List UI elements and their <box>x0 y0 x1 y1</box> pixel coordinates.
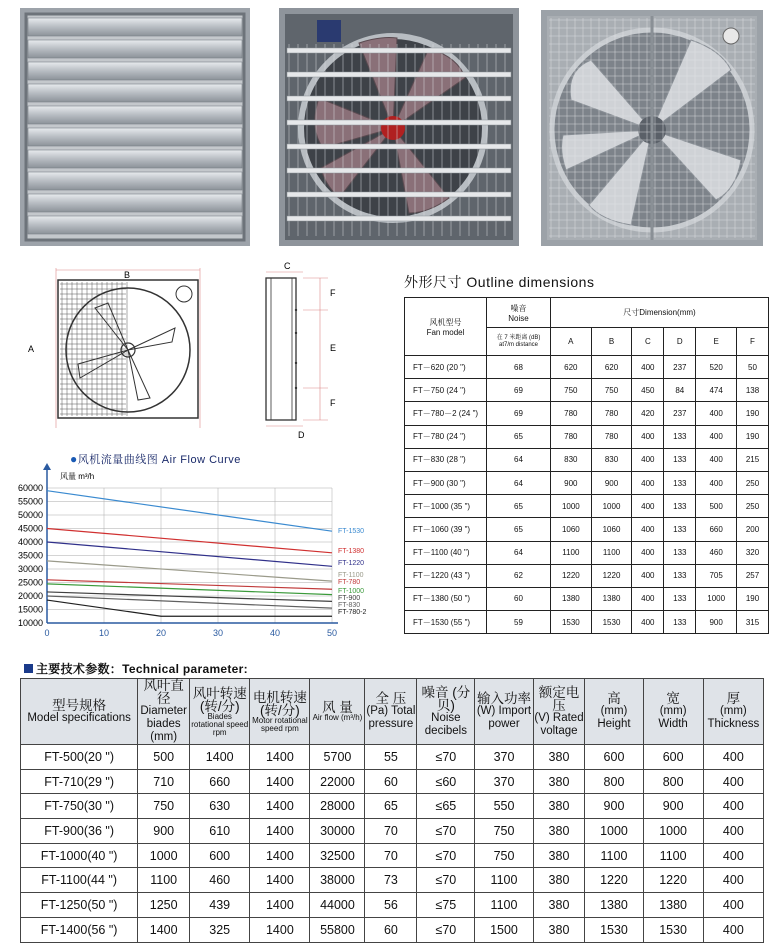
outline-header-noise: 噪音 Noise <box>487 298 551 328</box>
tech-cell: 380 <box>533 893 585 918</box>
tech-cell: ≤70 <box>417 819 475 844</box>
tech-cell: 1250 <box>138 893 190 918</box>
outline-header-noise-sub: 在 7 米距离 (dB) at7/m distance <box>487 328 551 356</box>
tech-cell: 1000 <box>585 819 643 844</box>
outline-cell-noise: 65 <box>487 425 551 448</box>
chart-series-label: FT-1000 <box>338 588 365 595</box>
outline-cell-dim-b: 1530 <box>591 611 632 634</box>
tech-header-col-8: 额定电压 (V) Rated voltage <box>533 679 585 745</box>
tech-cell: 60 <box>365 769 417 794</box>
square-bullet-icon <box>24 664 33 673</box>
tech-cell: 550 <box>475 794 533 819</box>
tech-cell: 28000 <box>310 794 365 819</box>
dim-label-b: B <box>124 270 131 280</box>
air-flow-chart-title: ●风机流量曲线图 Air Flow Curve <box>70 452 241 466</box>
outline-cell-model: FT－830 (28 ") <box>405 448 487 471</box>
chart-y-tick-label: 25000 <box>17 577 43 588</box>
tech-cell: 1100 <box>138 868 190 893</box>
chart-y-tick-label: 35000 <box>17 550 43 561</box>
outline-cell-dim-d: 133 <box>664 611 696 634</box>
outline-cell-dim-e: 900 <box>696 611 737 634</box>
outline-cell-dim-c: 400 <box>632 448 664 471</box>
air-flow-chart <box>0 462 395 652</box>
tech-cell: 400 <box>703 917 763 942</box>
dim-label-f-top: F <box>330 288 336 298</box>
tech-cell: 400 <box>703 868 763 893</box>
outline-cell-dim-c: 400 <box>632 518 664 541</box>
outline-cell-dim-e: 474 <box>696 379 737 402</box>
tech-parameter-table <box>20 678 764 943</box>
tech-cell-model: FT-1400(56 ") <box>21 917 138 942</box>
chart-x-tick-label: 30 <box>212 628 224 638</box>
outline-cell-dim-a: 1000 <box>551 495 592 518</box>
outline-cell-dim-c: 400 <box>632 541 664 564</box>
outline-col-f: F <box>736 328 768 356</box>
outline-cell-dim-c: 400 <box>632 495 664 518</box>
outline-cell-model: FT－1530 (55 ") <box>405 611 487 634</box>
outline-cell-noise: 69 <box>487 379 551 402</box>
tech-cell: 73 <box>365 868 417 893</box>
tech-cell: 400 <box>703 794 763 819</box>
tech-cell: 900 <box>643 794 703 819</box>
outline-row <box>405 495 769 518</box>
outline-cell-dim-c: 400 <box>632 471 664 494</box>
outline-cell-model: FT－1100 (40 ") <box>405 541 487 564</box>
tech-cell: 500 <box>138 745 190 770</box>
outline-cell-dim-e: 400 <box>696 402 737 425</box>
outline-cell-dim-a: 1060 <box>551 518 592 541</box>
tech-cell: 400 <box>703 769 763 794</box>
outline-cell-model: FT－780 (24 ") <box>405 425 487 448</box>
outline-cell-dim-d: 133 <box>664 471 696 494</box>
chart-y-axis-label: 风量 m³/h <box>60 472 95 481</box>
outline-cell-dim-a: 1220 <box>551 564 592 587</box>
tech-cell-model: FT-710(29 ") <box>21 769 138 794</box>
tech-cell-model: FT-1250(50 ") <box>21 893 138 918</box>
tech-cell: 400 <box>703 893 763 918</box>
tech-cell: 30000 <box>310 819 365 844</box>
outline-header-model: 风机型号 Fan model <box>405 298 487 356</box>
tech-cell: 1530 <box>585 917 643 942</box>
outline-cell-dim-c: 400 <box>632 564 664 587</box>
tech-cell: 1400 <box>250 769 310 794</box>
chart-x-tick-label: 0 <box>44 628 50 638</box>
fan-grill-photo <box>541 10 763 246</box>
tech-cell: 400 <box>703 819 763 844</box>
tech-cell: 1400 <box>250 745 310 770</box>
outline-cell-dim-b: 830 <box>591 448 632 471</box>
tech-row <box>21 917 764 942</box>
chart-y-tick-label: 45000 <box>17 523 43 534</box>
outline-row <box>405 356 769 379</box>
outline-cell-dim-c: 450 <box>632 379 664 402</box>
chart-x-tick-label: 20 <box>155 628 167 638</box>
tech-cell: 439 <box>190 893 250 918</box>
outline-cell-dim-a: 830 <box>551 448 592 471</box>
tech-cell: ≤70 <box>417 843 475 868</box>
tech-cell: 380 <box>533 794 585 819</box>
tech-header-col-0: 型号规格 Model specifications <box>21 679 138 745</box>
outline-cell-model: FT－1380 (50 ") <box>405 587 487 610</box>
tech-cell: 800 <box>643 769 703 794</box>
outline-cell-dim-d: 133 <box>664 448 696 471</box>
tech-cell: 750 <box>475 843 533 868</box>
outline-cell-dim-e: 1000 <box>696 587 737 610</box>
tech-cell: 1380 <box>643 893 703 918</box>
tech-cell: 22000 <box>310 769 365 794</box>
side-view-drawing <box>258 258 368 443</box>
chart-series-line <box>47 542 332 566</box>
outline-cell-model: FT－1060 (39 ") <box>405 518 487 541</box>
outline-row <box>405 448 769 471</box>
tech-cell: 70 <box>365 843 417 868</box>
tech-cell-model: FT-500(20 ") <box>21 745 138 770</box>
tech-cell: 1400 <box>190 745 250 770</box>
tech-cell: 1000 <box>138 843 190 868</box>
outline-cell-dim-f: 315 <box>736 611 768 634</box>
tech-cell: 56 <box>365 893 417 918</box>
outline-cell-dim-d: 237 <box>664 356 696 379</box>
tech-cell: 1400 <box>250 819 310 844</box>
outline-col-c: C <box>632 328 664 356</box>
tech-cell: 660 <box>190 769 250 794</box>
tech-header-col-11: 厚 (mm) Thickness <box>703 679 763 745</box>
tech-row <box>21 868 764 893</box>
tech-row <box>21 794 764 819</box>
tech-cell: 370 <box>475 769 533 794</box>
outline-cell-dim-d: 133 <box>664 425 696 448</box>
outline-cell-dim-b: 1100 <box>591 541 632 564</box>
tech-cell: 400 <box>703 843 763 868</box>
outline-cell-dim-d: 133 <box>664 495 696 518</box>
chart-y-tick-label: 50000 <box>17 510 43 520</box>
outline-cell-dim-f: 138 <box>736 379 768 402</box>
tech-cell: 32500 <box>310 843 365 868</box>
outline-dimensions-table <box>404 297 769 634</box>
outline-cell-dim-d: 133 <box>664 564 696 587</box>
tech-header-col-4: 风 量 Air flow (m³/h) <box>310 679 365 745</box>
chart-y-tick-label: 55000 <box>17 496 43 507</box>
tech-cell: 630 <box>190 794 250 819</box>
outline-cell-dim-a: 780 <box>551 402 592 425</box>
outline-cell-dim-b: 780 <box>591 402 632 425</box>
dim-label-d: D <box>298 430 305 440</box>
outline-cell-dim-c: 400 <box>632 587 664 610</box>
outline-cell-noise: 59 <box>487 611 551 634</box>
tech-cell: 710 <box>138 769 190 794</box>
tech-row <box>21 819 764 844</box>
chart-series-label: FT-1530 <box>338 528 365 535</box>
outline-cell-dim-e: 460 <box>696 541 737 564</box>
tech-cell: 1100 <box>475 868 533 893</box>
tech-row <box>21 745 764 770</box>
chart-x-tick-label: 10 <box>98 628 110 638</box>
outline-cell-noise: 62 <box>487 564 551 587</box>
outline-col-e: E <box>696 328 737 356</box>
outline-cell-dim-b: 780 <box>591 425 632 448</box>
tech-cell: 1100 <box>643 843 703 868</box>
outline-cell-dim-f: 190 <box>736 425 768 448</box>
outline-cell-dim-f: 320 <box>736 541 768 564</box>
outline-cell-noise: 60 <box>487 587 551 610</box>
tech-cell: 55 <box>365 745 417 770</box>
outline-row <box>405 425 769 448</box>
outline-row <box>405 379 769 402</box>
tech-cell: ≤65 <box>417 794 475 819</box>
tech-cell: 1400 <box>250 893 310 918</box>
outline-cell-dim-b: 1220 <box>591 564 632 587</box>
chart-x-tick-label: 40 <box>269 628 281 638</box>
outline-cell-dim-a: 620 <box>551 356 592 379</box>
outline-row <box>405 587 769 610</box>
tech-row <box>21 893 764 918</box>
tech-cell-model: FT-1100(44 ") <box>21 868 138 893</box>
outline-cell-model: FT－1000 (35 ") <box>405 495 487 518</box>
tech-cell: 380 <box>533 868 585 893</box>
tech-cell: 65 <box>365 794 417 819</box>
chart-series-label: FT-780-2 <box>338 609 367 616</box>
outline-cell-dim-e: 520 <box>696 356 737 379</box>
chart-series-line <box>47 580 332 589</box>
outline-cell-noise: 64 <box>487 448 551 471</box>
tech-cell: 1400 <box>138 917 190 942</box>
tech-cell: 900 <box>138 819 190 844</box>
tech-cell: 380 <box>533 745 585 770</box>
outline-cell-dim-d: 237 <box>664 402 696 425</box>
chart-series-label: FT-780 <box>338 579 361 586</box>
front-view-drawing <box>0 258 240 428</box>
tech-cell: 1100 <box>585 843 643 868</box>
tech-cell: 5700 <box>310 745 365 770</box>
outline-col-d: D <box>664 328 696 356</box>
outline-cell-noise: 69 <box>487 402 551 425</box>
outline-cell-dim-d: 133 <box>664 541 696 564</box>
outline-col-a: A <box>551 328 592 356</box>
tech-cell: 38000 <box>310 868 365 893</box>
outline-cell-dim-c: 400 <box>632 425 664 448</box>
outline-cell-dim-f: 250 <box>736 495 768 518</box>
outline-cell-dim-e: 400 <box>696 471 737 494</box>
outline-cell-dim-e: 660 <box>696 518 737 541</box>
outline-cell-model: FT－750 (24 ") <box>405 379 487 402</box>
tech-cell: 610 <box>190 819 250 844</box>
outline-cell-dim-e: 705 <box>696 564 737 587</box>
tech-header-col-9: 高 (mm) Height <box>585 679 643 745</box>
outline-cell-dim-b: 900 <box>591 471 632 494</box>
outline-cell-dim-f: 190 <box>736 402 768 425</box>
chart-y-tick-label: 15000 <box>17 604 43 615</box>
outline-cell-dim-f: 50 <box>736 356 768 379</box>
outline-cell-dim-d: 133 <box>664 587 696 610</box>
tech-cell: ≤70 <box>417 745 475 770</box>
outline-cell-dim-e: 500 <box>696 495 737 518</box>
outline-cell-noise: 64 <box>487 471 551 494</box>
tech-header-col-10: 宽 (mm) Width <box>643 679 703 745</box>
tech-cell: 750 <box>475 819 533 844</box>
tech-cell: 1400 <box>250 843 310 868</box>
tech-header-col-5: 全 压 (Pa) Total pressure <box>365 679 417 745</box>
outline-cell-dim-a: 900 <box>551 471 592 494</box>
outline-cell-dim-b: 750 <box>591 379 632 402</box>
outline-cell-model: FT－1220 (43 ") <box>405 564 487 587</box>
tech-cell: ≤70 <box>417 868 475 893</box>
tech-cell: 750 <box>138 794 190 819</box>
outline-cell-dim-f: 257 <box>736 564 768 587</box>
tech-header-col-3: 电机转速 (转/分) Motor rotational speed rpm <box>250 679 310 745</box>
outline-cell-dim-a: 1100 <box>551 541 592 564</box>
tech-row <box>21 843 764 868</box>
outline-cell-model: FT－900 (30 ") <box>405 471 487 494</box>
fan-with-shutter-photo <box>279 8 519 246</box>
tech-cell: 1100 <box>475 893 533 918</box>
outline-cell-noise: 65 <box>487 518 551 541</box>
tech-cell: 460 <box>190 868 250 893</box>
outline-cell-model: FT－780－2 (24 ") <box>405 402 487 425</box>
tech-cell: 800 <box>585 769 643 794</box>
dim-label-c: C <box>284 261 291 271</box>
chart-y-tick-label: 40000 <box>17 537 43 547</box>
tech-cell: 400 <box>703 745 763 770</box>
chart-y-axis-arrow-icon <box>43 463 51 470</box>
tech-cell: ≤70 <box>417 917 475 942</box>
tech-cell: 380 <box>533 917 585 942</box>
tech-cell: 900 <box>585 794 643 819</box>
chart-x-tick-label: 50 <box>326 628 338 638</box>
tech-cell: 1500 <box>475 917 533 942</box>
tech-cell: 70 <box>365 819 417 844</box>
tech-cell: 1000 <box>643 819 703 844</box>
tech-cell: 1400 <box>250 868 310 893</box>
outline-row <box>405 518 769 541</box>
shutter-front-photo <box>20 8 250 246</box>
tech-cell-model: FT-1000(40 ") <box>21 843 138 868</box>
outline-cell-dim-c: 400 <box>632 356 664 379</box>
dim-label-a: A <box>28 344 35 354</box>
chart-series-label: FT-900 <box>338 595 361 602</box>
outline-cell-dim-a: 1530 <box>551 611 592 634</box>
outline-header-dimension: 尺寸Dimension(mm) <box>551 298 769 328</box>
tech-cell: 600 <box>190 843 250 868</box>
tech-cell: 60 <box>365 917 417 942</box>
chart-y-tick-label: 20000 <box>17 591 43 601</box>
dim-label-f-bottom: F <box>330 398 336 408</box>
outline-col-b: B <box>591 328 632 356</box>
chart-series-label: FT-1220 <box>338 560 365 567</box>
outline-row <box>405 471 769 494</box>
tech-cell: 1220 <box>585 868 643 893</box>
tech-cell: ≤75 <box>417 893 475 918</box>
chart-series-label: FT-1100 <box>338 572 364 579</box>
chart-y-tick-label: 10000 <box>17 618 43 628</box>
outline-cell-dim-a: 750 <box>551 379 592 402</box>
tech-cell: 380 <box>533 843 585 868</box>
outline-cell-dim-f: 200 <box>736 518 768 541</box>
outline-cell-dim-f: 250 <box>736 471 768 494</box>
tech-header-col-1: 风叶直径 Diameter biades (mm) <box>138 679 190 745</box>
chart-series-label: FT-830 <box>338 602 361 609</box>
outline-cell-noise: 65 <box>487 495 551 518</box>
chart-series-label: FT-1380 <box>338 548 365 555</box>
outline-cell-dim-a: 1380 <box>551 587 592 610</box>
tech-header-col-2: 风叶转速 (转/分) Biades rotational speed rpm <box>190 679 250 745</box>
bullet-icon: ● <box>70 452 78 466</box>
tech-cell: ≤60 <box>417 769 475 794</box>
outline-row <box>405 541 769 564</box>
outline-cell-dim-d: 84 <box>664 379 696 402</box>
outline-cell-dim-e: 400 <box>696 448 737 471</box>
outline-cell-dim-c: 400 <box>632 611 664 634</box>
tech-row <box>21 769 764 794</box>
tech-cell: 325 <box>190 917 250 942</box>
tech-cell: 600 <box>643 745 703 770</box>
outline-cell-dim-b: 1380 <box>591 587 632 610</box>
tech-cell: 380 <box>533 769 585 794</box>
tech-cell: 380 <box>533 819 585 844</box>
chart-y-tick-label: 30000 <box>17 564 43 574</box>
outline-cell-noise: 68 <box>487 356 551 379</box>
outline-cell-dim-e: 400 <box>696 425 737 448</box>
outline-cell-dim-f: 215 <box>736 448 768 471</box>
tech-cell: 1400 <box>250 917 310 942</box>
outline-cell-dim-f: 190 <box>736 587 768 610</box>
chart-series-line <box>47 491 332 532</box>
chart-y-tick-label: 60000 <box>17 483 43 493</box>
outline-row <box>405 402 769 425</box>
tech-cell: 1380 <box>585 893 643 918</box>
tech-cell: 44000 <box>310 893 365 918</box>
tech-cell: 1530 <box>643 917 703 942</box>
tech-header-col-7: 输入功率 (W) Import power <box>475 679 533 745</box>
outline-row <box>405 611 769 634</box>
tech-parameter-title: 主要技术参数：Technical parameter: <box>24 660 248 677</box>
outline-cell-dim-b: 1060 <box>591 518 632 541</box>
outline-dimensions-title: 外形尺寸 Outline dimensions <box>404 274 595 290</box>
outline-cell-noise: 64 <box>487 541 551 564</box>
dim-label-e: E <box>330 343 337 353</box>
chart-series-line <box>47 529 332 553</box>
outline-cell-dim-b: 620 <box>591 356 632 379</box>
tech-cell: 600 <box>585 745 643 770</box>
tech-cell-model: FT-750(30 ") <box>21 794 138 819</box>
outline-cell-dim-a: 780 <box>551 425 592 448</box>
outline-cell-dim-c: 420 <box>632 402 664 425</box>
outline-cell-dim-b: 1000 <box>591 495 632 518</box>
tech-cell: 370 <box>475 745 533 770</box>
tech-cell: 1220 <box>643 868 703 893</box>
tech-header-col-6: 噪音 (分贝) Noise decibels <box>417 679 475 745</box>
outline-cell-model: FT－620 (20 ") <box>405 356 487 379</box>
tech-cell: 1400 <box>250 794 310 819</box>
outline-cell-dim-d: 133 <box>664 518 696 541</box>
tech-cell: 55800 <box>310 917 365 942</box>
tech-cell-model: FT-900(36 ") <box>21 819 138 844</box>
chart-series-line <box>47 561 332 581</box>
outline-row <box>405 564 769 587</box>
